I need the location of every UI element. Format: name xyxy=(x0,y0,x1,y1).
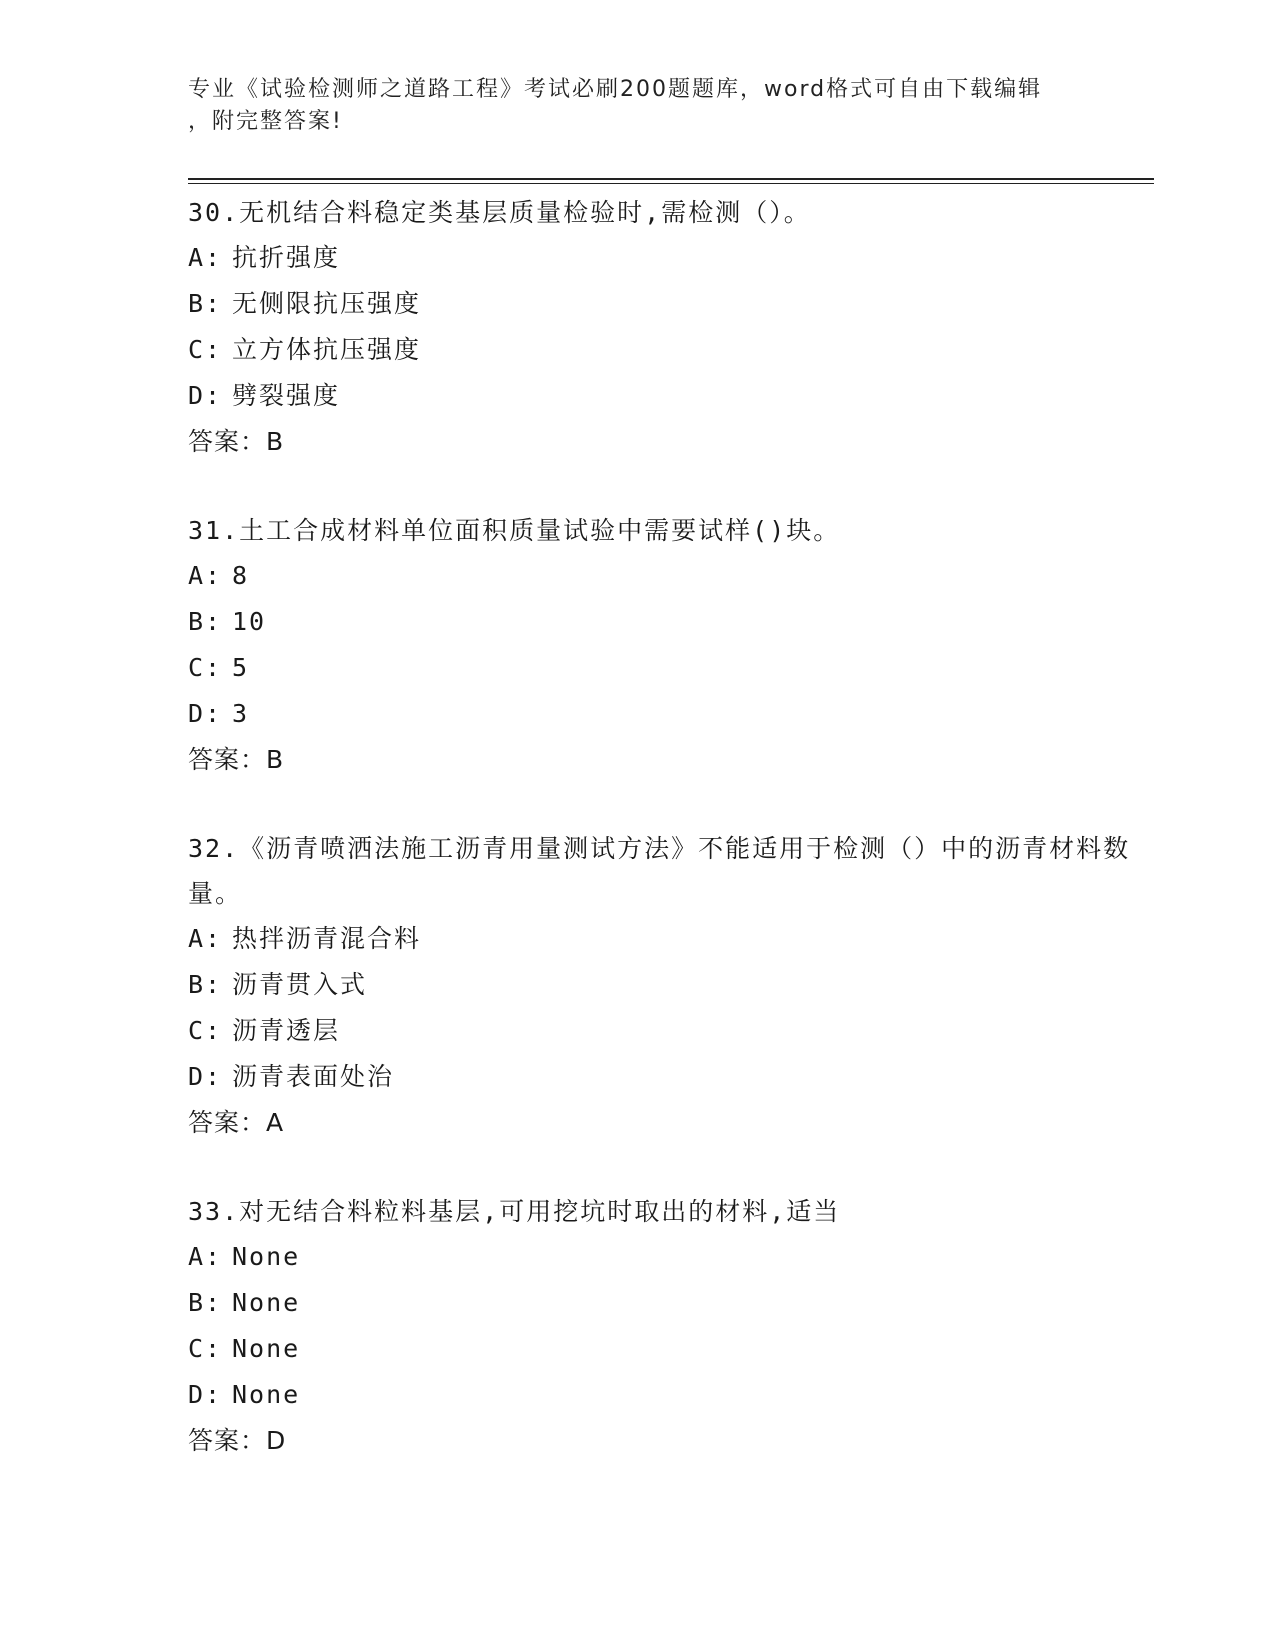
option-d xyxy=(188,373,1138,419)
option-d xyxy=(188,1054,1138,1100)
option-text: 5 xyxy=(232,653,250,682)
option-text: None xyxy=(232,1242,301,1271)
option-text: None xyxy=(232,1380,301,1409)
option-c xyxy=(188,1008,1138,1054)
option-a xyxy=(188,235,1138,281)
question-text: 33.对无结合料粒料基层,可用挖坑时取出的材料,适当 xyxy=(188,1197,841,1226)
question-31 xyxy=(188,508,1138,783)
option-b xyxy=(188,962,1138,1008)
question-30 xyxy=(188,190,1138,465)
option-letter: D: xyxy=(188,1380,223,1409)
option-c xyxy=(188,645,1138,691)
question-text: 32.《沥青喷洒法施工沥青用量测试方法》不能适用于检测（）中的沥青材料数量。 xyxy=(188,834,1131,908)
option-text: 3 xyxy=(232,699,250,728)
option-letter: A: xyxy=(188,924,223,953)
option-text: 抗折强度 xyxy=(232,243,341,272)
option-letter: A: xyxy=(188,243,223,272)
question-list xyxy=(188,190,1138,1507)
option-c xyxy=(188,327,1138,373)
option-a xyxy=(188,916,1138,962)
option-b xyxy=(188,1280,1138,1326)
option-text: 8 xyxy=(232,561,250,590)
option-d xyxy=(188,691,1138,737)
header-divider-thick xyxy=(188,178,1154,180)
header-divider-thin xyxy=(188,183,1154,184)
option-letter: B: xyxy=(188,970,223,999)
option-letter: C: xyxy=(188,335,223,364)
option-text: 劈裂强度 xyxy=(232,381,341,410)
option-text: 10 xyxy=(232,607,267,636)
answer-line: 答案：A xyxy=(188,1108,285,1137)
option-letter: C: xyxy=(188,1334,223,1363)
option-letter: A: xyxy=(188,1242,223,1271)
header-line-1: 专业《试验检测师之道路工程》考试必刷200题题库，word格式可自由下载编辑 xyxy=(188,77,1043,102)
option-text: 热拌沥青混合料 xyxy=(232,924,422,953)
option-letter: B: xyxy=(188,1288,223,1317)
option-text: 沥青表面处治 xyxy=(232,1062,395,1091)
option-c xyxy=(188,1326,1138,1372)
option-a xyxy=(188,553,1138,599)
question-text: 31.土工合成材料单位面积质量试验中需要试样()块。 xyxy=(188,516,841,545)
option-d xyxy=(188,1372,1138,1418)
document-header xyxy=(188,74,1088,138)
question-text: 30.无机结合料稳定类基层质量检验时,需检测（）。 xyxy=(188,198,811,227)
header-line-2: ，附完整答案! xyxy=(188,109,343,134)
answer-line: 答案：B xyxy=(188,745,285,774)
option-letter: D: xyxy=(188,699,223,728)
option-text: 沥青透层 xyxy=(232,1016,341,1045)
option-a xyxy=(188,1234,1138,1280)
answer-line: 答案：B xyxy=(188,427,285,456)
option-letter: D: xyxy=(188,1062,223,1091)
option-text: 无侧限抗压强度 xyxy=(232,289,422,318)
option-letter: A: xyxy=(188,561,223,590)
option-letter: C: xyxy=(188,1016,223,1045)
option-b xyxy=(188,599,1138,645)
option-text: 沥青贯入式 xyxy=(232,970,368,999)
option-b xyxy=(188,281,1138,327)
option-letter: B: xyxy=(188,289,223,318)
option-letter: B: xyxy=(188,607,223,636)
option-text: None xyxy=(232,1334,301,1363)
option-text: None xyxy=(232,1288,301,1317)
answer-line: 答案：D xyxy=(188,1426,287,1455)
question-33 xyxy=(188,1189,1138,1464)
option-letter: C: xyxy=(188,653,223,682)
question-32 xyxy=(188,826,1138,1146)
option-letter: D: xyxy=(188,381,223,410)
option-text: 立方体抗压强度 xyxy=(232,335,422,364)
